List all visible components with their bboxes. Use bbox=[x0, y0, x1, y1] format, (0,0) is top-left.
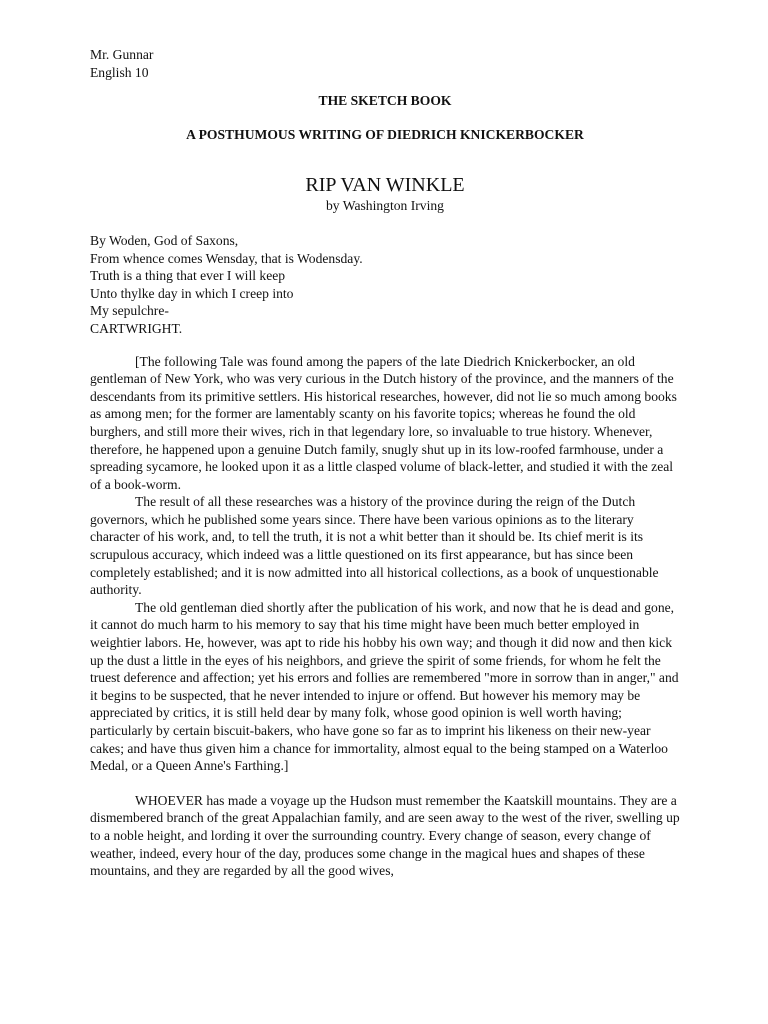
book-title: THE SKETCH BOOK bbox=[318, 93, 452, 109]
paragraph: [The following Tale was found among the papers of the late Diedrich Knickerbocker, an old gentleman of New York, who was very curious in the Dutch history of the province, and the manners of the descendants from its primitive settlers. His historical researches, however, did not lie so much among books as among men; for the former are lamentably scanty on his favorite topics; whereas he found the old burghers, and still more their wives, rich in that legendary lore, so invaluable to true history. Whenever, therefore, he happened upon a genuine Dutch family, snugly shut up in its low-roofed farmhouse, under a spreading sycamore, he looked upon it as a little clasped volume of black-letter, and studied it with the zeal of a book-worm. bbox=[90, 353, 677, 492]
document-page bbox=[90, 46, 680, 880]
epigraph bbox=[90, 232, 680, 338]
epigraph-line: Unto thylke day in which I creep into bbox=[90, 285, 294, 301]
paragraph: The result of all these researches was a history of the province during the reign of the Dutch governors, which he published some years since. There have been various opinions as to the literary character of his work, and, to tell the truth, it is not a whit better than it should be. Its chief merit is its scrupulous accuracy, which indeed was a little questioned on its first appearance, but has since been completely established; and it is now admitted into all historical collections, as a book of unquestionable authority. bbox=[90, 494, 659, 598]
teacher-name: Mr. Gunnar bbox=[90, 47, 154, 62]
epigraph-line: Truth is a thing that ever I will keep bbox=[90, 268, 286, 284]
course-name: English 10 bbox=[90, 64, 149, 80]
paragraph: The old gentleman died shortly after the publication of his work, and now that he is dead and gone, it cannot do much harm to his memory to say that his time might have been much better employed in weightier labors. He, however, was apt to ride his hobby his own way; and though it did now and then kick up the dust a little in the eyes of his neighbors, and grieve the spirit of some friends, for whom he felt the truest deference and affection; yet his errors and follies are remembered "more in sorrow than in anger," and it begins to be suspected, that he never intended to injure or offend. But however his memory may be appreciated by critics, it is still held dear by many folk, whose good opinion is well worth having; particularly by certain biscuit-bakers, who have gone so far as to imprint his likeness on their new-year cakes; and have thus given him a chance for immortality, almost equal to the being stamped on a Waterloo Medal, or a Queen Anne's Farthing.] bbox=[90, 599, 679, 774]
story-title: RIP VAN WINKLE bbox=[305, 174, 465, 197]
story-byline: by Washington Irving bbox=[326, 198, 444, 214]
epigraph-attribution: CARTWRIGHT. bbox=[90, 320, 183, 336]
epigraph-line: By Woden, God of Saxons, bbox=[90, 232, 239, 248]
epigraph-line: My sepulchre- bbox=[90, 303, 169, 319]
paragraph: WHOEVER has made a voyage up the Hudson must remember the Kaatskill mountains. They are a dismembered branch of the great Appalachian family, and are seen away to the west of the river, swelling up to a noble height, and lording it over the surrounding country. Every change of season, every change of weather, indeed, every hour of the day, produces some change in the magical hues and shapes of these mountains, and they are regarded by all the good wives, bbox=[90, 792, 680, 879]
epigraph-line: From whence comes Wensday, that is Wodensday. bbox=[90, 250, 363, 266]
book-subtitle: A POSTHUMOUS WRITING OF DIEDRICH KNICKERBOCKER bbox=[186, 126, 584, 142]
